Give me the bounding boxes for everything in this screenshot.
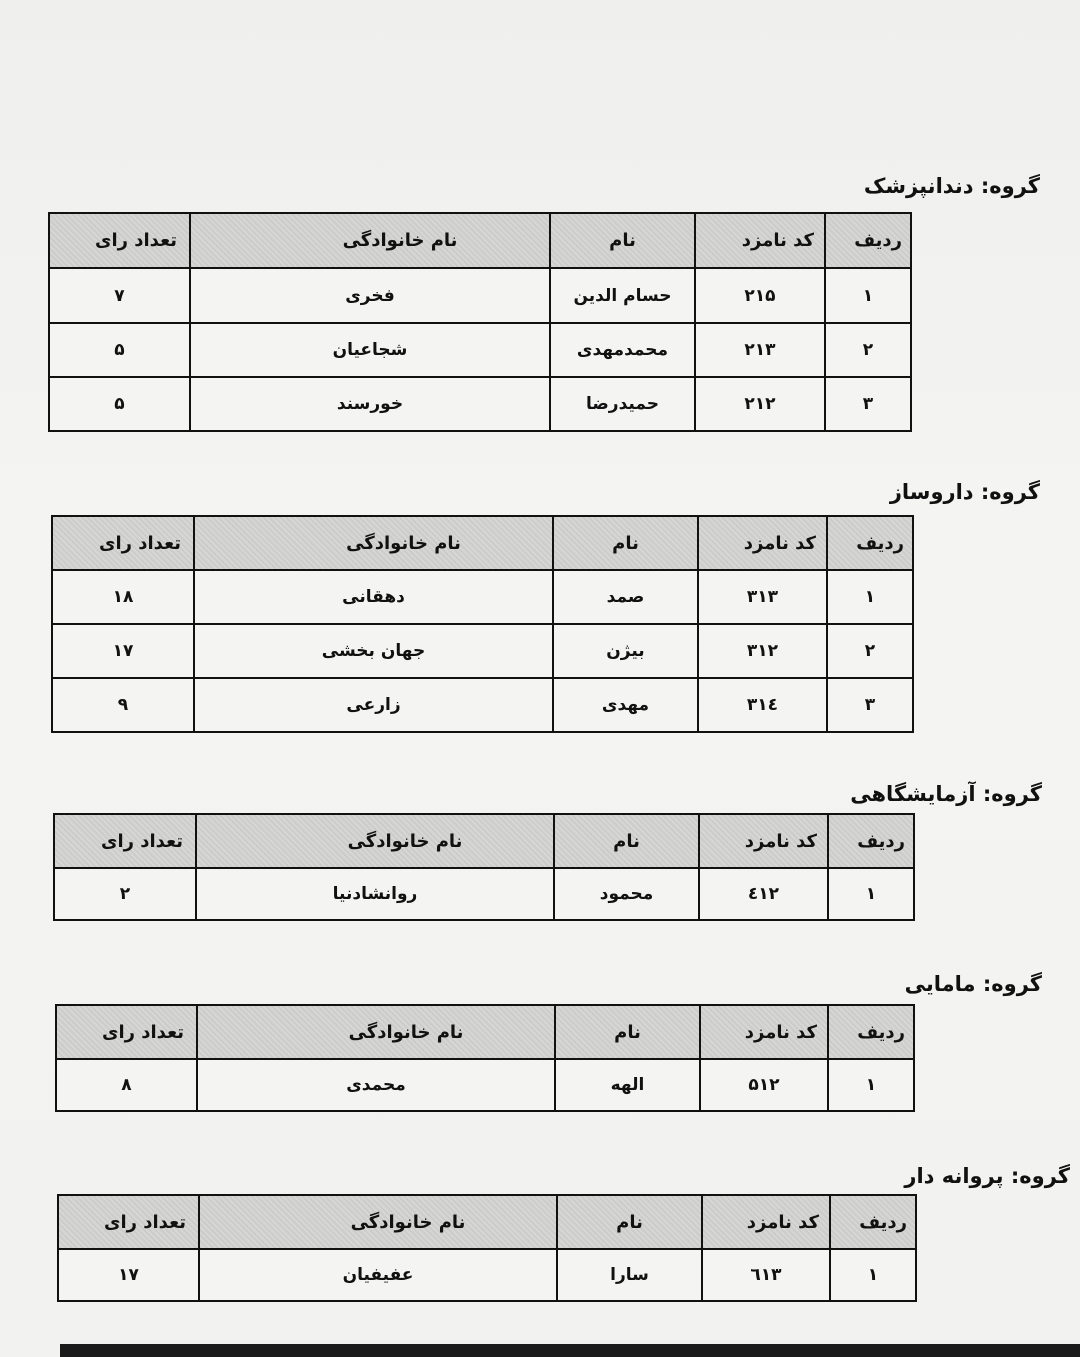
cell-candidate-code: ۵۱۲: [700, 1059, 828, 1111]
header-candidate-code: کد نامزد: [699, 814, 828, 868]
cell-vote-count: ۹: [52, 678, 194, 732]
table-row: [54, 868, 914, 920]
header-first-name: نام: [553, 516, 698, 570]
table-row: [56, 1059, 914, 1111]
cell-first-name: محمود: [554, 868, 699, 920]
header-first-name: نام: [555, 1005, 700, 1059]
header-first-name: نام: [557, 1195, 702, 1249]
header-first-name: نام: [554, 814, 699, 868]
cell-candidate-code: ۳۱۲: [698, 624, 827, 678]
header-vote-count: تعداد رای: [56, 1005, 197, 1059]
cell-row-number: ۱: [830, 1249, 916, 1301]
cell-row-number: ۱: [827, 570, 913, 624]
cell-last-name: فخری: [190, 268, 550, 323]
cell-last-name: خورسند: [190, 377, 550, 431]
cell-last-name: عفیفیان: [199, 1249, 557, 1301]
cell-row-number: ۱: [828, 868, 914, 920]
group-title-pharmacist: گروه: داروساز: [889, 480, 1040, 504]
cell-first-name: حمیدرضا: [550, 377, 695, 431]
cell-last-name: شجاعیان: [190, 323, 550, 377]
cell-vote-count: ۸: [56, 1059, 197, 1111]
cell-vote-count: ۱۷: [58, 1249, 199, 1301]
header-vote-count: تعداد رای: [54, 814, 196, 868]
cell-candidate-code: ۳۱٤: [698, 678, 827, 732]
table-row: [52, 624, 913, 678]
header-row-number: ردیف: [828, 1005, 914, 1059]
header-row-number: ردیف: [825, 213, 911, 268]
header-last-name: نام خانوادگی: [190, 213, 550, 268]
cell-row-number: ۱: [825, 268, 911, 323]
table-header-row: [58, 1195, 916, 1249]
group-title-dentist: گروه: دندانپزشک: [863, 174, 1040, 198]
cell-last-name: روانشادنیا: [196, 868, 554, 920]
cell-first-name: محمدمهدی: [550, 323, 695, 377]
votes-table-midwifery: [55, 1004, 915, 1112]
cell-candidate-code: ٤۱۲: [699, 868, 828, 920]
cell-first-name: حسام الدین: [550, 268, 695, 323]
cell-last-name: دهقانی: [194, 570, 553, 624]
group-title-licensed: گروه: پروانه دار: [904, 1164, 1070, 1188]
votes-table-laboratory: [53, 813, 915, 921]
header-candidate-code: کد نامزد: [695, 213, 825, 268]
table-row: [49, 377, 911, 431]
votes-table-dentist: [48, 212, 912, 432]
cell-vote-count: ۱۸: [52, 570, 194, 624]
header-vote-count: تعداد رای: [49, 213, 190, 268]
cell-last-name: جهان بخشی: [194, 624, 553, 678]
cell-first-name: سارا: [557, 1249, 702, 1301]
header-last-name: نام خانوادگی: [194, 516, 553, 570]
group-title-midwifery: گروه: مامایی: [904, 972, 1042, 996]
table-row: [58, 1249, 916, 1301]
table-header-row: [54, 814, 914, 868]
cell-vote-count: ۷: [49, 268, 190, 323]
cell-first-name: مهدی: [553, 678, 698, 732]
header-vote-count: تعداد رای: [52, 516, 194, 570]
table-header-row: [49, 213, 911, 268]
header-vote-count: تعداد رای: [58, 1195, 199, 1249]
cell-first-name: صمد: [553, 570, 698, 624]
header-candidate-code: کد نامزد: [698, 516, 827, 570]
cell-vote-count: ۲: [54, 868, 196, 920]
cell-first-name: الهه: [555, 1059, 700, 1111]
cell-candidate-code: ۲۱۳: [695, 323, 825, 377]
cell-candidate-code: ٦۱۳: [702, 1249, 830, 1301]
cell-candidate-code: ۳۱۳: [698, 570, 827, 624]
cell-last-name: محمدی: [197, 1059, 555, 1111]
bottom-edge-bar: [60, 1344, 1080, 1357]
cell-first-name: بیژن: [553, 624, 698, 678]
header-candidate-code: کد نامزد: [700, 1005, 828, 1059]
header-row-number: ردیف: [827, 516, 913, 570]
header-candidate-code: کد نامزد: [702, 1195, 830, 1249]
cell-row-number: ۲: [825, 323, 911, 377]
table-row: [49, 323, 911, 377]
header-row-number: ردیف: [830, 1195, 916, 1249]
group-title-laboratory: گروه: آزمایشگاهی: [850, 782, 1042, 806]
header-last-name: نام خانوادگی: [197, 1005, 555, 1059]
cell-vote-count: ۱۷: [52, 624, 194, 678]
header-row-number: ردیف: [828, 814, 914, 868]
table-row: [52, 570, 913, 624]
table-row: [52, 678, 913, 732]
cell-last-name: زارعی: [194, 678, 553, 732]
header-last-name: نام خانوادگی: [196, 814, 554, 868]
cell-vote-count: ۵: [49, 377, 190, 431]
votes-table-pharmacist: [51, 515, 914, 733]
cell-row-number: ۱: [828, 1059, 914, 1111]
cell-row-number: ۲: [827, 624, 913, 678]
table-header-row: [52, 516, 913, 570]
header-first-name: نام: [550, 213, 695, 268]
table-header-row: [56, 1005, 914, 1059]
header-last-name: نام خانوادگی: [199, 1195, 557, 1249]
cell-row-number: ۳: [825, 377, 911, 431]
votes-table-licensed: [57, 1194, 917, 1302]
cell-row-number: ۳: [827, 678, 913, 732]
cell-candidate-code: ۲۱۵: [695, 268, 825, 323]
cell-vote-count: ۵: [49, 323, 190, 377]
table-row: [49, 268, 911, 323]
cell-candidate-code: ۲۱۲: [695, 377, 825, 431]
